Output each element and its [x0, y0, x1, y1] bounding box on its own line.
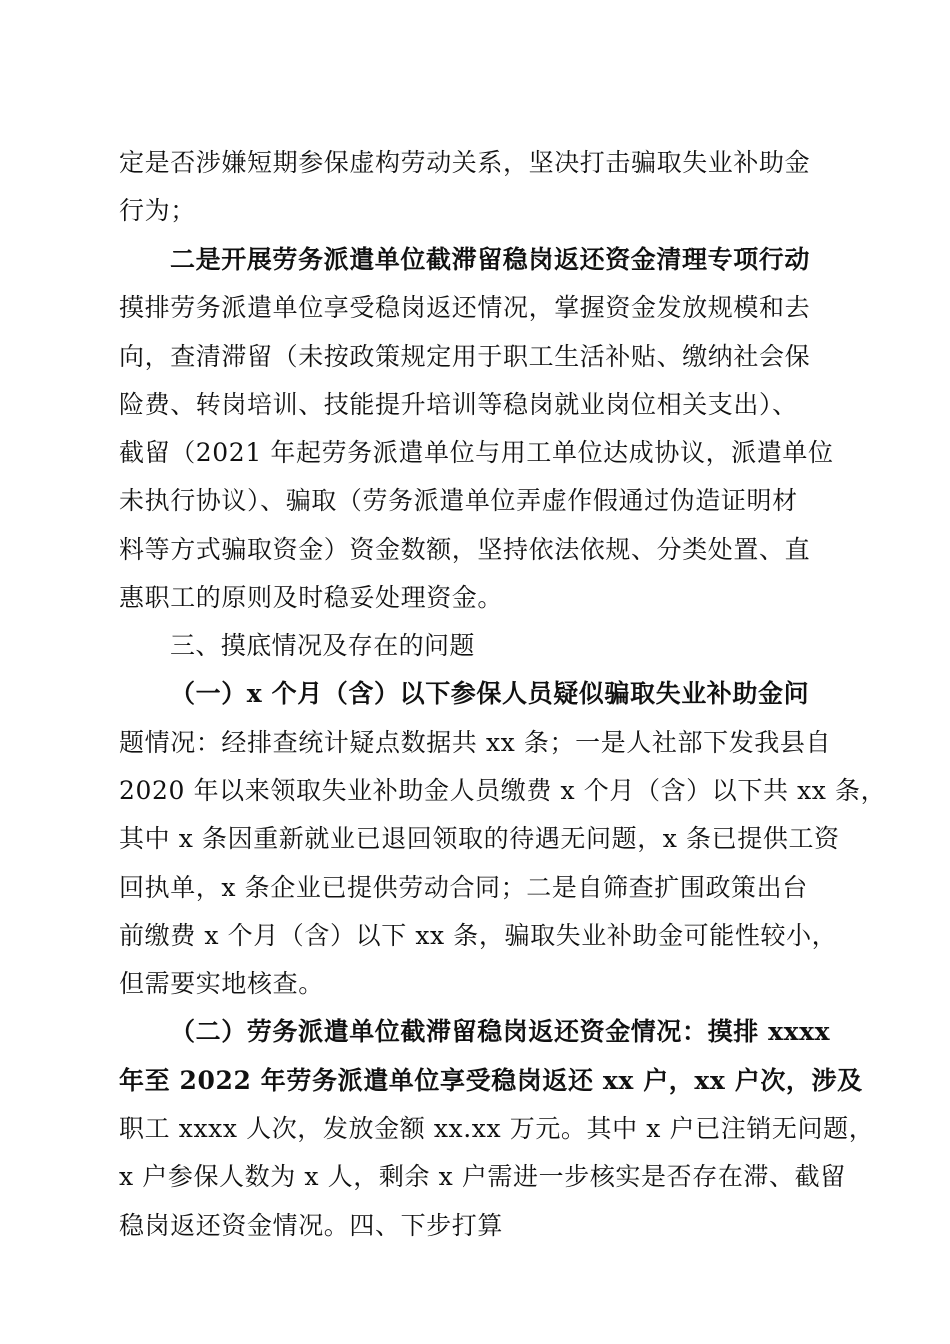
paragraph-line: （一）x 个月（含）以下参保人员疑似骗取失业补助金问	[170, 679, 810, 708]
paragraph-line: 截留（2021 年起劳务派遣单位与用工单位达成协议，派遣单位	[119, 438, 834, 467]
paragraph-line: 但需要实地核查。	[119, 969, 324, 998]
paragraph-line: 其中 x 条因重新就业已退回领取的待遇无问题，x 条已提供工资	[119, 824, 840, 853]
paragraph-line: 摸排劳务派遣单位享受稳岗返还情况，掌握资金发放规模和去	[119, 293, 811, 322]
paragraph-line: 险费、转岗培训、技能提升培训等稳岗就业岗位相关支出）、	[119, 390, 798, 419]
paragraph-line: 2020 年以来领取失业补助金人员缴费 x 个月（含）以下共 xx 条，	[119, 776, 887, 805]
paragraph-line: 职工 xxxx 人次，发放金额 xx.xx 万元。其中 x 户已注销无问题，	[119, 1114, 875, 1143]
paragraph-line: 未执行协议）、骗取（劳务派遣单位弄虚作假通过伪造证明材	[119, 486, 798, 515]
section-heading: 三、摸底情况及存在的问题	[170, 631, 475, 660]
paragraph-line: 料等方式骗取资金）资金数额，坚持依法依规、分类处置、直	[119, 535, 811, 564]
paragraph-line: （二）劳务派遣单位截滞留稳岗返还资金情况：摸排 xxxx	[170, 1017, 831, 1046]
paragraph-line: 行为；	[119, 196, 196, 225]
paragraph-line: 二是开展劳务派遣单位截滞留稳岗返还资金清理专项行动	[170, 245, 811, 274]
paragraph-line: 向，查清滞留（未按政策规定用于职工生活补贴、缴纳社会保	[119, 342, 811, 371]
paragraph-line: 题情况：经排查统计疑点数据共 xx 条；一是人社部下发我县自	[119, 728, 832, 757]
paragraph-line: 惠职工的原则及时稳妥处理资金。	[119, 583, 504, 612]
paragraph-line: 回执单，x 条企业已提供劳动合同；二是自筛查扩围政策出台	[119, 873, 808, 902]
paragraph-line: 稳岗返还资金情况。四、下步打算	[119, 1211, 504, 1240]
paragraph-line: x 户参保人数为 x 人，剩余 x 户需进一步核实是否存在滞、截留	[119, 1162, 846, 1191]
paragraph-line: 年至 2022 年劳务派遣单位享受稳岗返还 xx 户，xx 户次，涉及	[119, 1066, 863, 1095]
paragraph-line: 前缴费 x 个月（含）以下 xx 条，骗取失业补助金可能性较小，	[119, 921, 838, 950]
paragraph-line: 定是否涉嫌短期参保虚构劳动关系，坚决打击骗取失业补助金	[119, 148, 811, 177]
